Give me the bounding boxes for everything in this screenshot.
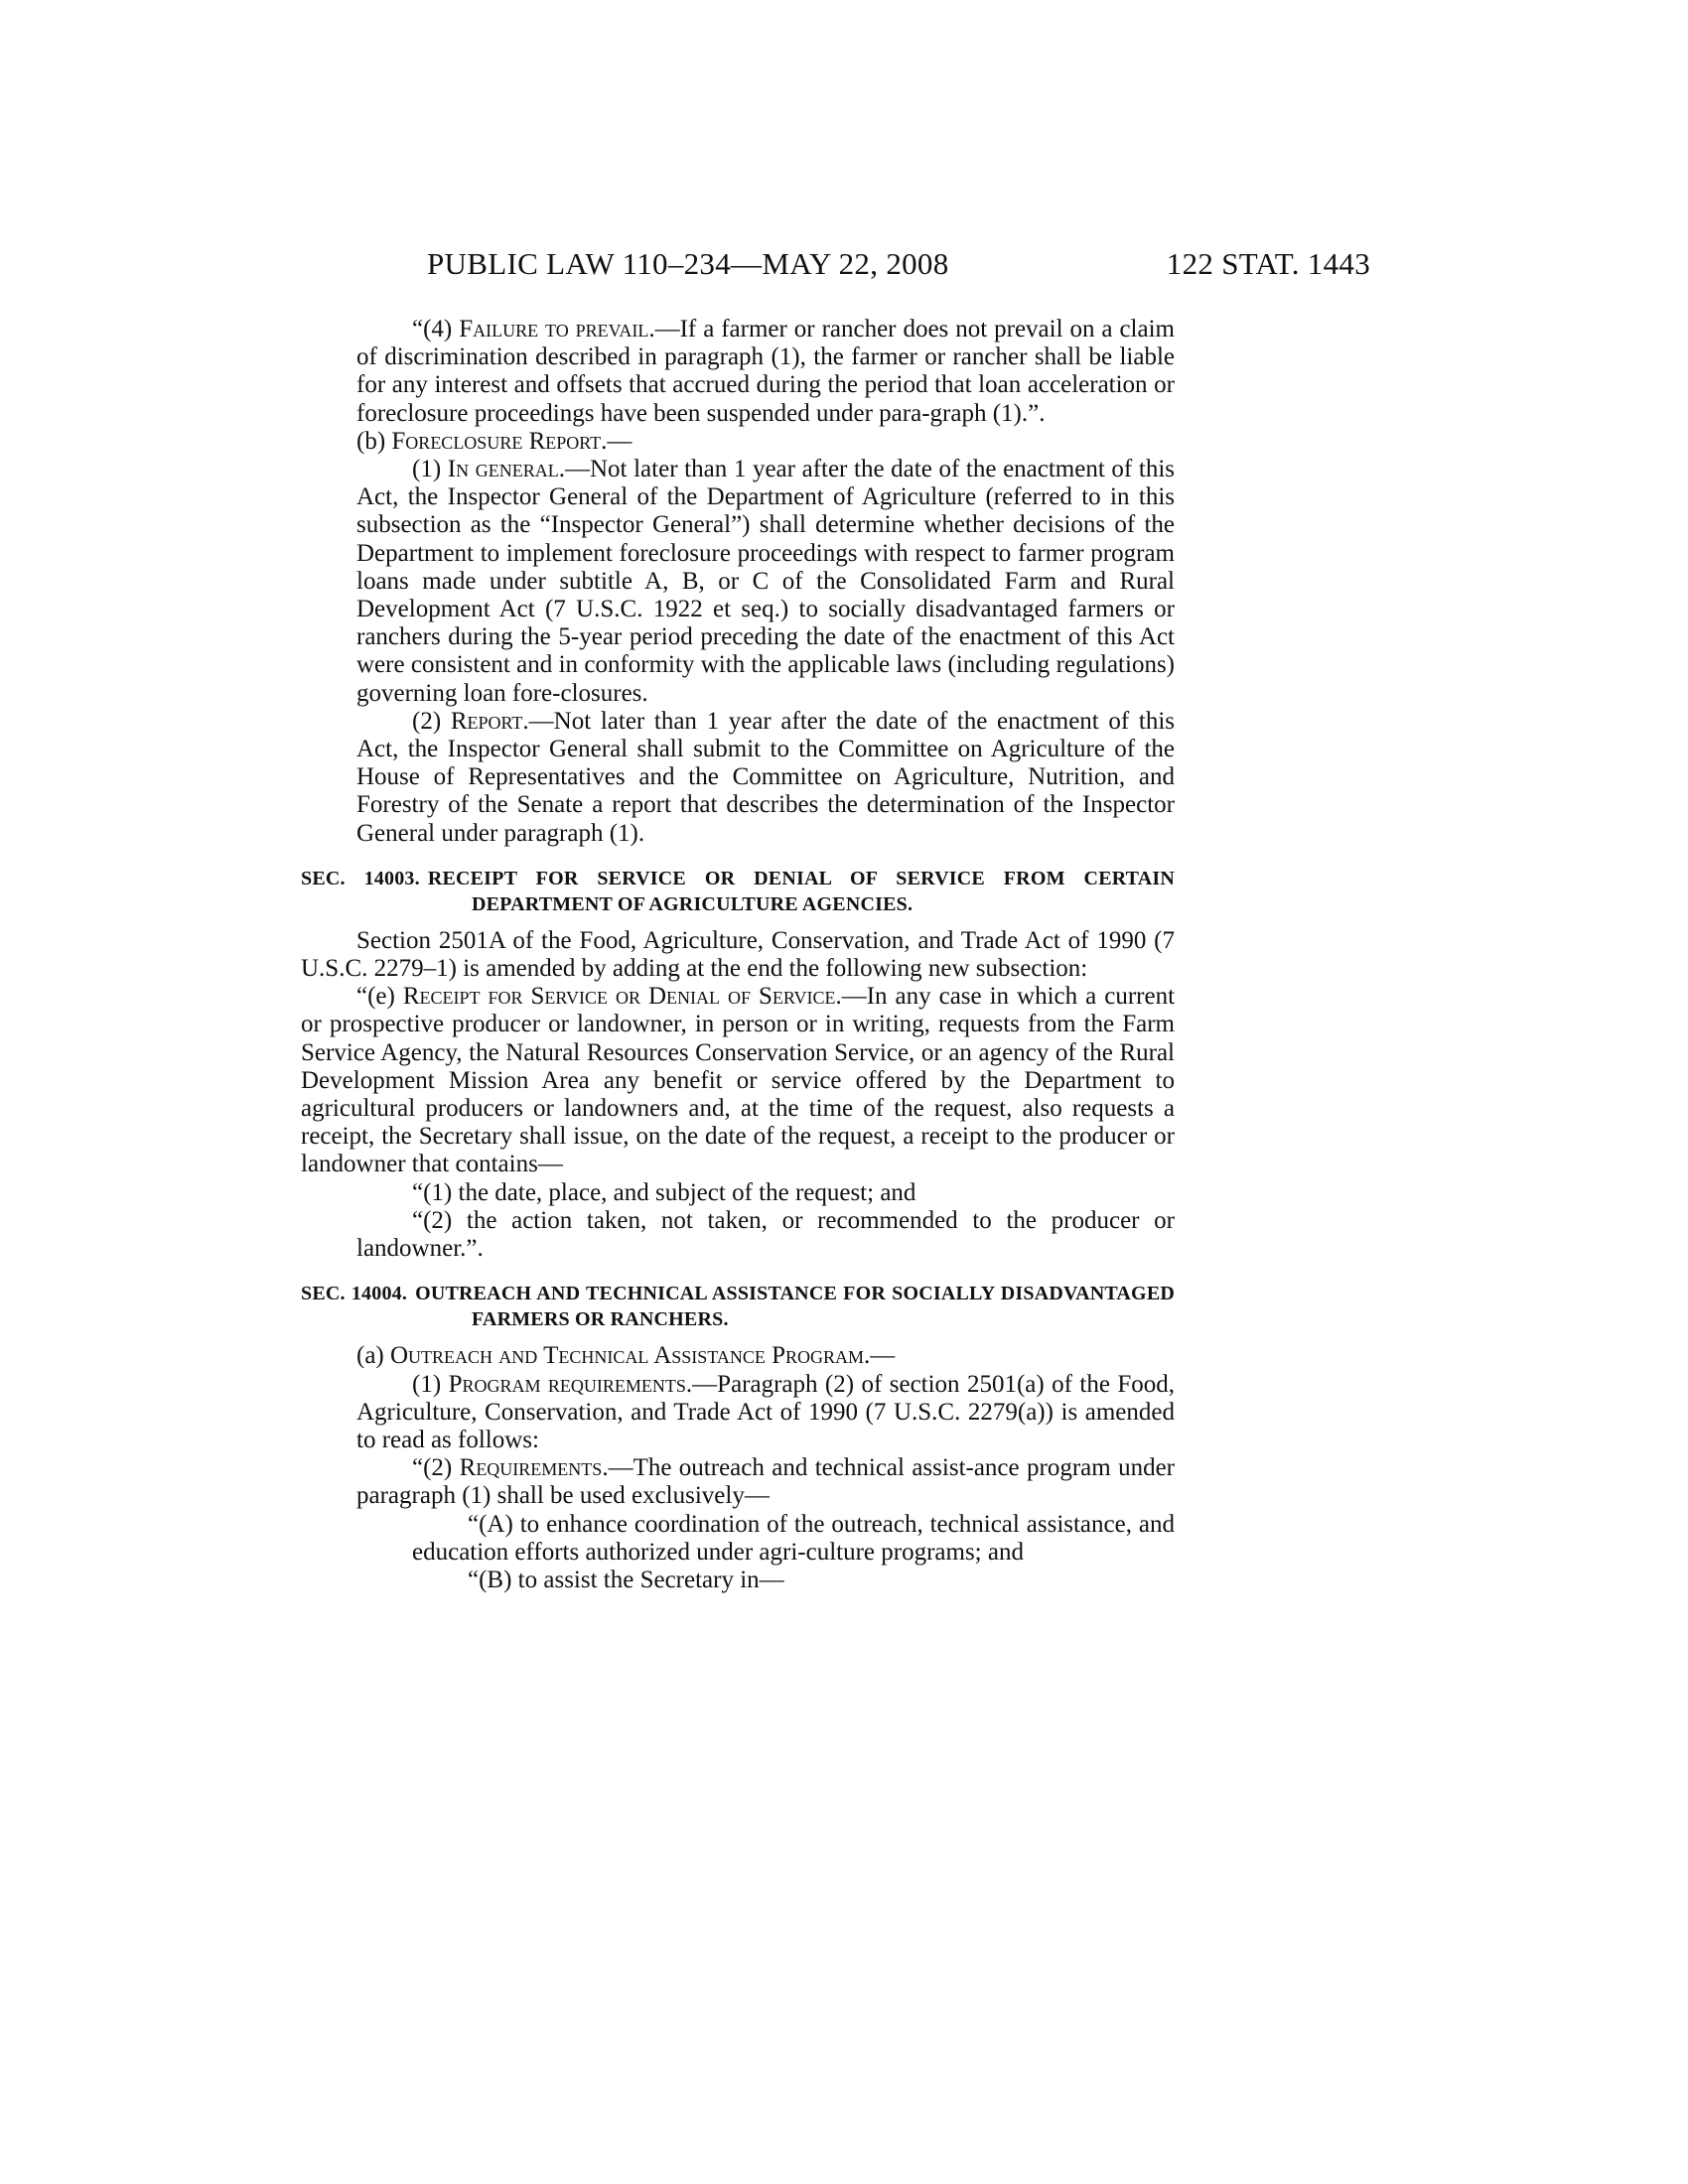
para-text: .—The outreach and technical assist-ance program under paragraph (1) shall be used exclusively— (356, 1454, 1176, 1510)
paragraph-report (301, 708, 1175, 848)
subsection-receipt-for-service (301, 983, 1175, 1178)
para-text: .—Paragraph (2) of section 2501(a) of the Food, Agriculture, Conservation, and Trade Act of 1990 (7 U.S.C. 2279(a)) is amended to read as follows: (356, 1370, 1175, 1453)
para-lead: “(e) (356, 983, 403, 1011)
para-lead: “(2) (412, 1454, 460, 1482)
receipt-item-2: “(2) the action taken, not taken, or recommended to the producer or landowner.”. (356, 1206, 1175, 1263)
para-lead: (b) (356, 427, 392, 455)
para-text: .—Not later than 1 year after the date of the enactment of this Act, the Inspector General shall submit to the Committee on Agriculture of the House of Representatives and the Committee on Agriculture, Nutrition, and Forestry of the Senate a report that describes the determination of the Inspector General under paragraph (1). (356, 707, 1175, 847)
para-heading: Requirements (459, 1454, 603, 1482)
section-number: SEC. 14003. (301, 867, 420, 889)
para-text: .—If a farmer or rancher does not prevail on a claim of discrimination described in paragraph (1), the farmer or rancher shall be liable for any interest and offsets that accrued during the period that loan acceleration or foreclosure proceedings have been suspended under para-graph (1).”. (356, 316, 1175, 427)
section-14003-intro: Section 2501A of the Food, Agriculture, Conservation, and Trade Act of 1990 (7 U.S.C. 2279–1) is amended by adding at the end the following new subsection: (301, 926, 1175, 983)
para-heading: Foreclosure Report (391, 427, 602, 455)
para-text: .— (601, 427, 633, 455)
paragraph-failure-to-prevail (301, 316, 1175, 428)
para-lead: (1) (412, 1370, 449, 1398)
receipt-item-1: “(1) the date, place, and subject of the request; and (412, 1178, 916, 1206)
para-heading: Outreach and Technical Assistance Program (390, 1342, 865, 1370)
subsection-outreach-program (301, 1342, 1175, 1370)
document-body (301, 316, 1175, 1594)
para-text: .—In any case in which a current or prospective producer or landowner, in person or in writing, requests from the Farm Service Agency, the Natural Resources Conservation Service, or an agency of the Rural Development Mission Area any benefit or service offered by the Department to agricultural producers or landowners and, at the time of the request, also requests a receipt, the Secretary shall issue, on the date of the request, a receipt to the producer or landowner that contains— (301, 983, 1176, 1178)
para-lead: (1) (412, 456, 448, 483)
subsection-foreclosure-report (301, 428, 1175, 456)
running-header (427, 246, 1370, 286)
para-heading: Receipt for Service or Denial of Service (402, 983, 836, 1011)
paragraph-program-requirements (301, 1371, 1175, 1455)
para-lead: “(4) (412, 316, 460, 342)
section-title: RECEIPT FOR SERVICE OR DENIAL OF SERVICE FROM CERTAIN DEPARTMENT OF AGRICULTURE AGENCIES. (427, 867, 1176, 915)
section-heading-14004 (301, 1281, 1175, 1332)
para-text: .—Not later than 1 year after the date of the enactment of this Act, the Inspector General of the Department of Agriculture (referred to in this subsection as the “Inspector General”) shall determine whether decisions of the Department to implement foreclosure proceedings with respect to farmer program loans made under subtitle A, B, or C of the Consolidated Farm and Rural Development Act (7 U.S.C. 1922 et seq.) to socially disadvantaged farmers or ranchers during the 5-year period preceding the date of the enactment of this Act were consistent and in conformity with the applicable laws (including regulations) governing loan fore-closures. (356, 456, 1175, 707)
statute-page-number: 122 STAT. 1443 (1166, 246, 1370, 281)
para-heading: Failure to prevail (459, 316, 649, 342)
para-heading: Report (450, 707, 523, 735)
para-lead: (a) (356, 1342, 390, 1370)
para-lead: (2) (412, 707, 451, 735)
subparagraph-b: “(B) to assist the Secretary in— (468, 1566, 784, 1593)
subparagraph-a: “(A) to enhance coordination of the outreach, technical assistance, and education efforts authorized under agri-culture programs; and (412, 1510, 1175, 1566)
para-heading: In general (447, 456, 559, 483)
para-heading: Program requirements (448, 1370, 686, 1398)
public-law-title: PUBLIC LAW 110–234—MAY 22, 2008 (427, 246, 949, 281)
paragraph-requirements (301, 1454, 1175, 1510)
paragraph-in-general (301, 456, 1175, 708)
section-number: SEC. 14004. (301, 1283, 408, 1305)
section-title: OUTREACH AND TECHNICAL ASSISTANCE FOR SOCIALLY DISADVANTAGED FARMERS OR RANCHERS. (415, 1283, 1175, 1331)
section-heading-14003 (301, 866, 1175, 917)
para-text: .— (864, 1342, 896, 1370)
